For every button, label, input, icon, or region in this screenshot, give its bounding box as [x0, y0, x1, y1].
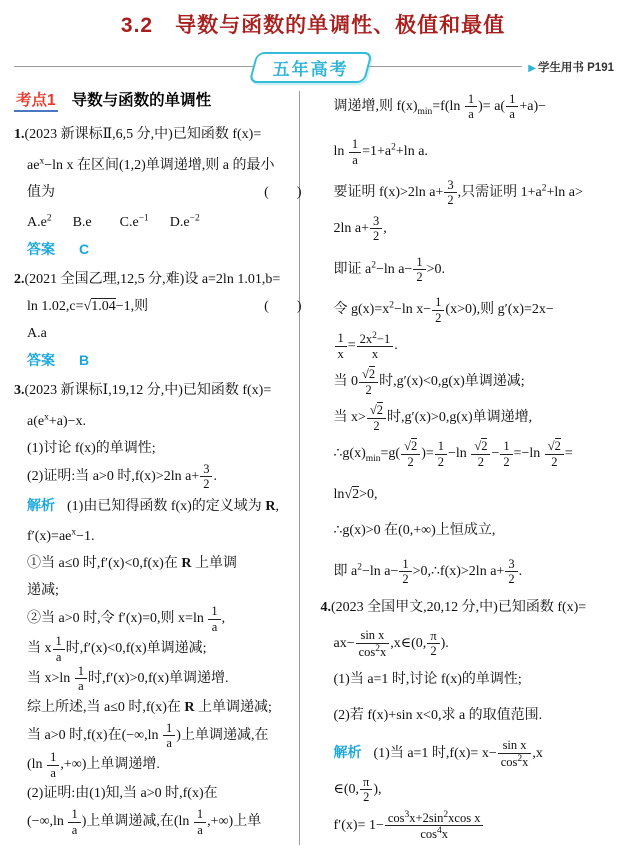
text-line: ∴g(x)>0 在(0,+∞)上恒成立,: [333, 523, 496, 539]
text-line: $\therefore g(x)_{min}=g$( $\frac{√2}{2}$ )= $\frac{1}{2}$ −ln $\frac{√2}{2}$ − $\frac{1}{2}$ =−ln $\frac{√2}{2}$ =: [333, 439, 573, 469]
text-line: f′(x)= 1− $\frac{\cos^3x+2\sin^2xcos x}{\cos^4x}$: [321, 808, 613, 844]
right-arrow-icon: ▶: [528, 63, 536, 74]
options-line: $A.e^2$ B.e $C.e^{-1}$ $D.e^{-2}$: [27, 213, 200, 231]
question-line: 3.(2023 新课标Ⅰ,19,12 分,中)已知函数 f(x)=: [14, 383, 272, 399]
text-line: (−∞,ln $\frac{1}{a}$ )上单调递减,在(ln $\frac{1}{a}$ ,+∞)上单: [27, 807, 262, 837]
analysis-line: 解析 (1)由已知得函数 f(x)的定义域为 R,: [27, 496, 279, 514]
text-line: 当 x> $\frac{√2}{2}$ 时,g′(x)>0,g(x)单调递增,: [333, 403, 533, 433]
analysis-line: 解析 (1)当 a=1 时,f(x)= x− $\frac{\text{sin x}}{\cos^2x}$ ,x: [333, 738, 543, 769]
options-line: A.a: [27, 326, 47, 342]
text-line: 即证 $a^2-\ln$ a− $\frac{1}{2}$ >0.: [333, 254, 446, 285]
kaodian-title: 导数与函数的单调性: [71, 92, 212, 109]
text-line: $ae^x-\ln$ x 在区间(1,2)单调递增,则 a 的最小: [27, 156, 275, 173]
choice-parentheses: ( ): [264, 184, 302, 200]
text-line: ln√2>0,: [333, 487, 378, 503]
analysis-label: 解析: [27, 496, 55, 513]
text-line: ln 1.02,c=√1.04−1,则 ( ): [14, 293, 306, 320]
text-line: 当 x>ln $\frac{1}{a}$ 时,f′(x)>0,f(x)单调递增.: [27, 663, 229, 694]
banner-badge-label: 五年高考: [272, 60, 349, 79]
text-line: (2)证明:当 a>0 时,f(x)>2ln a+ $\frac{3}{2}$ .: [27, 461, 217, 492]
question-line: 4.(2023 全国甲文,20,12 分,中)已知函数 f(x)=: [320, 599, 587, 615]
question-line: 1.(2023 新课标Ⅱ,6,5 分,中)已知函数 f(x)=: [14, 127, 262, 142]
answer-label: 答案: [27, 352, 55, 369]
analysis-label: 解析: [333, 743, 362, 760]
right-column-lines: [321, 89, 613, 844]
text-line: 当 a>0 时,f(x)在(−∞,ln $\frac{1}{a}$ )上单调递减,在: [27, 720, 269, 750]
text-line: (ln $\frac{1}{a}$ ,+∞)上单调递增.: [27, 750, 160, 780]
text-line: (1)讨论 f(x)的单调性;: [27, 440, 156, 456]
left-column-lines: [14, 121, 306, 837]
column-right: [321, 89, 613, 845]
answer-line: [14, 347, 306, 377]
page-content: [0, 89, 626, 845]
text-line: 综上所述,当 a≤0 时,f(x)在 R 上单调递减;: [27, 699, 272, 715]
text-line: (2)若 f(x)+sin x<0,求 a 的取值范围.: [333, 707, 543, 723]
text-line: $a(e^x+a)-x$.: [27, 412, 87, 429]
text-line: ②当 a>0 时,令 f′(x)=0,则 x=ln $\frac{1}{a}$ ,: [27, 604, 226, 634]
text-line: 2ln a+ $\frac{3}{2}$ ,: [333, 214, 387, 244]
section-banner: [0, 51, 626, 85]
page-title: 3.2 导数与函数的单调性、极值和最值: [120, 14, 506, 37]
kaodian-header: [14, 89, 306, 119]
text-line: 递减;: [27, 583, 59, 599]
text-line: ax− $\frac{\text{sin x}}{\cos^2x}$ ,x∈(0, $\frac{\pi}{2}$ ).: [333, 628, 449, 659]
text-line: ln $\frac{1}{a}$ $=1+a^2+\ln$ a.: [333, 137, 428, 167]
text-line: 调递增,则 $f(x)_{min}=f(\ln$ $\frac{1}{a}$ )= a( $\frac{1}{a}$ +a)−: [333, 91, 546, 122]
answer-value: B: [79, 352, 90, 369]
text-line: 值为 ( ): [14, 179, 306, 206]
text-line: ①当 a≤0 时,f′(x)<0,f(x)在 R 上单调: [27, 556, 237, 572]
answer-line: [14, 236, 306, 266]
text-line: 当 0 $\frac{√2}{2}$ 时,g′(x)<0,g(x)单调递减;: [333, 367, 525, 397]
text-line: ∈(0, $\frac{\pi}{2}$ ),: [333, 774, 382, 805]
text-line: 要证明 f(x)>2ln a+ $\frac{3}{2}$ ,只需证明 $1+a^2+\ln$ a>: [333, 178, 583, 208]
answer-label: 答案: [27, 241, 55, 258]
kaodian-badge: 考点1: [14, 92, 58, 112]
choice-parentheses: ( ): [264, 299, 302, 315]
text-line: $f'(x)=ae^x-1$.: [27, 527, 95, 545]
column-left: [14, 89, 306, 845]
text-line: 令 $g(x)=x^2-\ln$ x− $\frac{1}{2}$ (x>0),则 g′(x)=2x−: [333, 295, 554, 325]
text-line: (1)当 a=1 时,讨论 f(x)的单调性;: [333, 671, 522, 687]
answer-value: C: [79, 241, 90, 258]
text-line: $\frac{1}{x}$ = $\frac{2x^2-1}{x}$ .: [321, 328, 613, 364]
student-book-ref: [522, 59, 614, 75]
question-line: 2.(2021 全国乙理,12,5 分,难)设 a=2ln 1.01,b=: [14, 272, 281, 288]
text-line: 即 $a^2-\ln$ a− $\frac{1}{2}$ >0,∴f(x)>2ln a+ $\frac{3}{2}$ .: [333, 556, 523, 587]
student-book-ref-label: 学生用书 P191: [537, 62, 614, 74]
text-line: (2)证明:由(1)知,当 a>0 时,f(x)在: [27, 786, 218, 802]
banner-badge: [249, 52, 373, 83]
text-line: 当 x $\frac{1}{a}$ 时,f′(x)<0,f(x)单调递减;: [27, 634, 207, 664]
